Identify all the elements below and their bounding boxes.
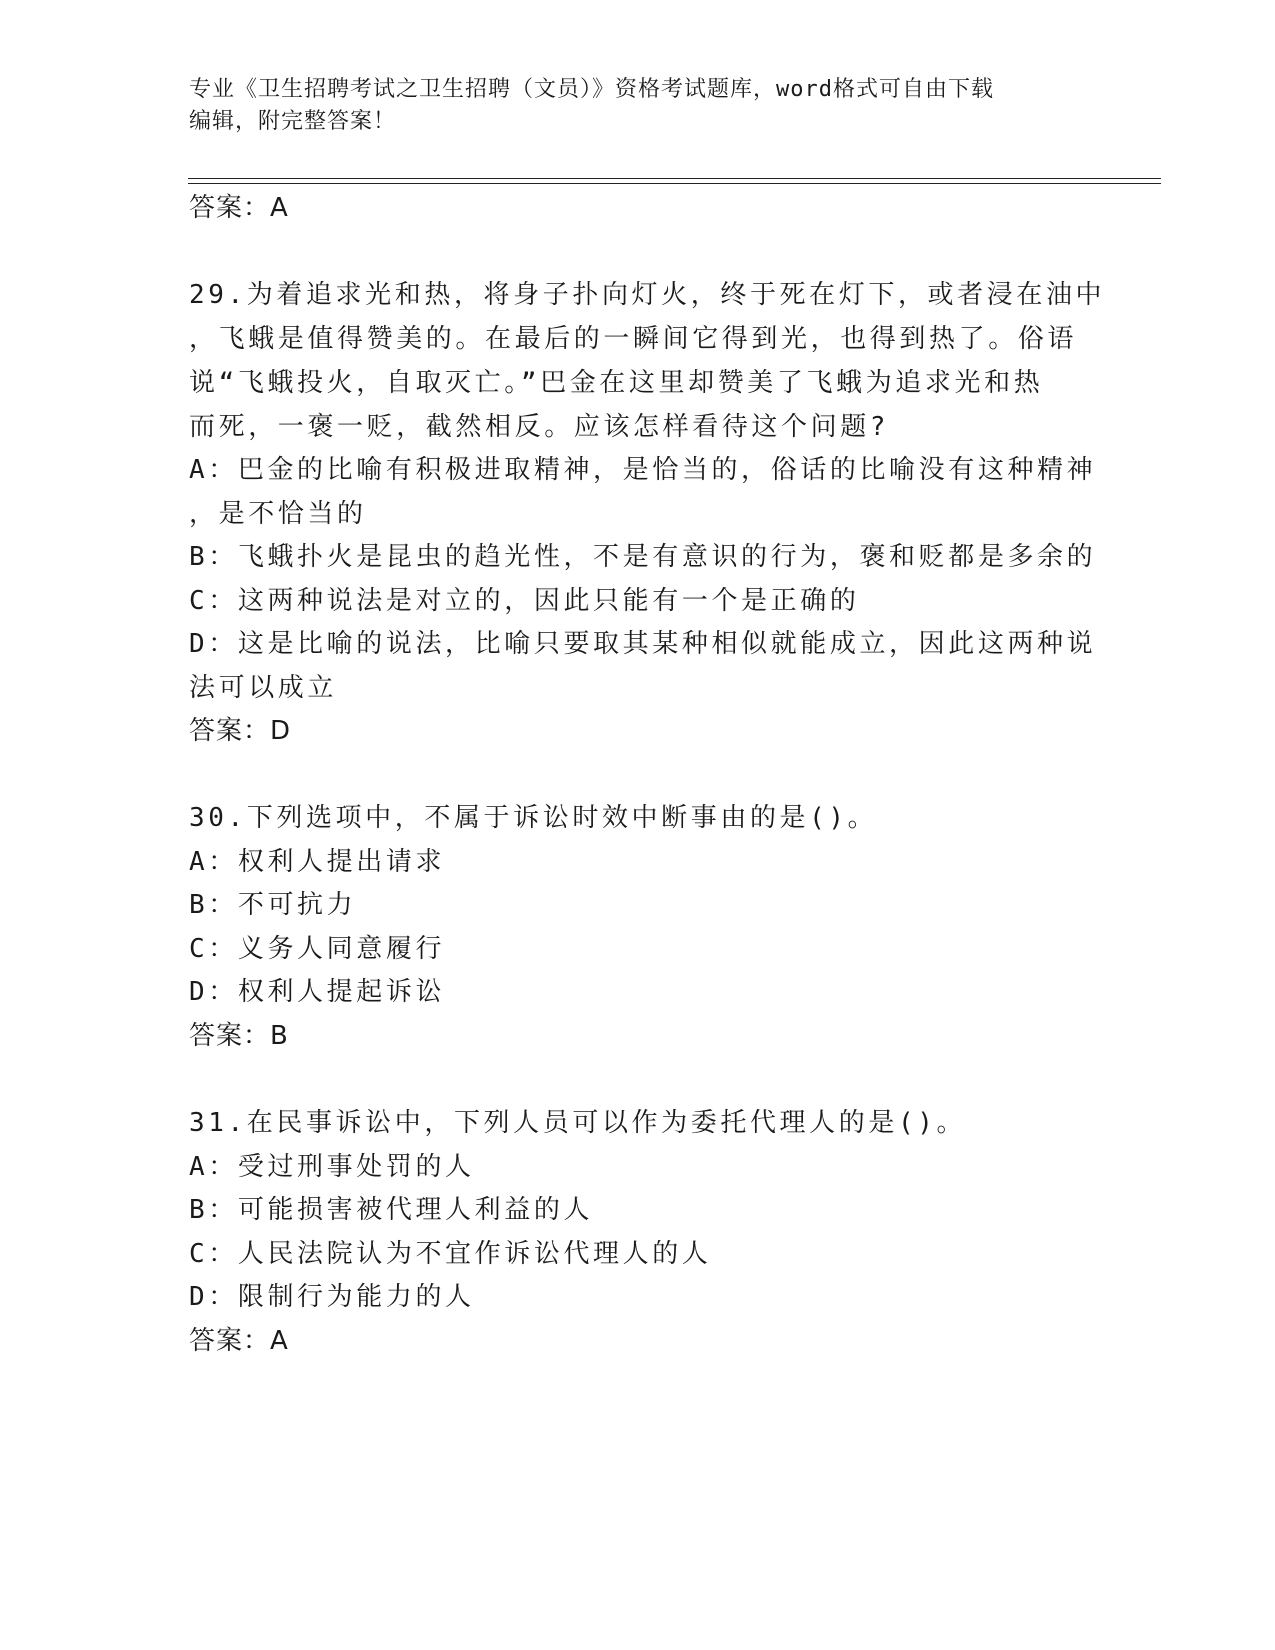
question-31-option-c: C：人民法院认为不宜作诉讼代理人的人	[189, 1239, 712, 1269]
question-30-option-d: D：权利人提起诉讼	[189, 977, 446, 1007]
question-29-text-line: ，飞蛾是值得赞美的。在最后的一瞬间它得到光，也得到热了。俗语	[189, 324, 1078, 354]
question-30-option-a: A：权利人提出请求	[189, 847, 446, 877]
question-29-option-a: A：巴金的比喻有积极进取精神，是恰当的，俗话的比喻没有这种精神	[189, 455, 1097, 485]
question-31-text: 31.在民事诉讼中，下列人员可以作为委托代理人的是()。	[189, 1108, 967, 1138]
question-31-option-d: D：限制行为能力的人	[189, 1282, 475, 1312]
question-29-text-line: 而死，一褒一贬，截然相反。应该怎样看待这个问题?	[189, 412, 890, 442]
question-29-option-c: C：这两种说法是对立的，因此只能有一个是正确的	[189, 586, 860, 616]
question-31-answer: 答案：A	[189, 1326, 289, 1356]
header-divider-top	[188, 178, 1161, 179]
question-29-option-b: B：飞蛾扑火是昆虫的趋光性，不是有意识的行为，褒和贬都是多余的	[189, 542, 1097, 572]
question-31-option-b: B：可能损害被代理人利益的人	[189, 1195, 594, 1225]
question-29-text-line: 29.为着追求光和热，将身子扑向灯火，终于死在灯下，或者浸在油中	[189, 280, 1106, 310]
header-line-1: 专业《卫生招聘考试之卫生招聘（文员）》资格考试题库，word格式可自由下载	[189, 77, 994, 102]
header-divider-bottom	[188, 183, 1161, 184]
question-30-answer: 答案：B	[189, 1021, 289, 1051]
question-30-text: 30.下列选项中，不属于诉讼时效中断事由的是()。	[189, 803, 878, 833]
question-29-text-line: 说“飞蛾投火，自取灭亡。”巴金在这里却赞美了飞蛾为追求光和热	[189, 368, 1044, 398]
question-29-option-a-cont: ，是不恰当的	[189, 499, 367, 529]
question-29-answer: 答案：D	[189, 716, 292, 746]
question-31-option-a: A：受过刑事处罚的人	[189, 1152, 475, 1182]
previous-answer: 答案：A	[189, 193, 289, 223]
question-29-option-d: D：这是比喻的说法，比喻只要取其某种相似就能成立，因此这两种说	[189, 629, 1097, 659]
document-header	[189, 74, 1069, 138]
question-30-option-c: C：义务人同意履行	[189, 934, 446, 964]
header-line-2: 编辑，附完整答案！	[189, 109, 397, 134]
question-29-option-d-cont: 法可以成立	[189, 673, 338, 703]
question-30-option-b: B：不可抗力	[189, 890, 357, 920]
